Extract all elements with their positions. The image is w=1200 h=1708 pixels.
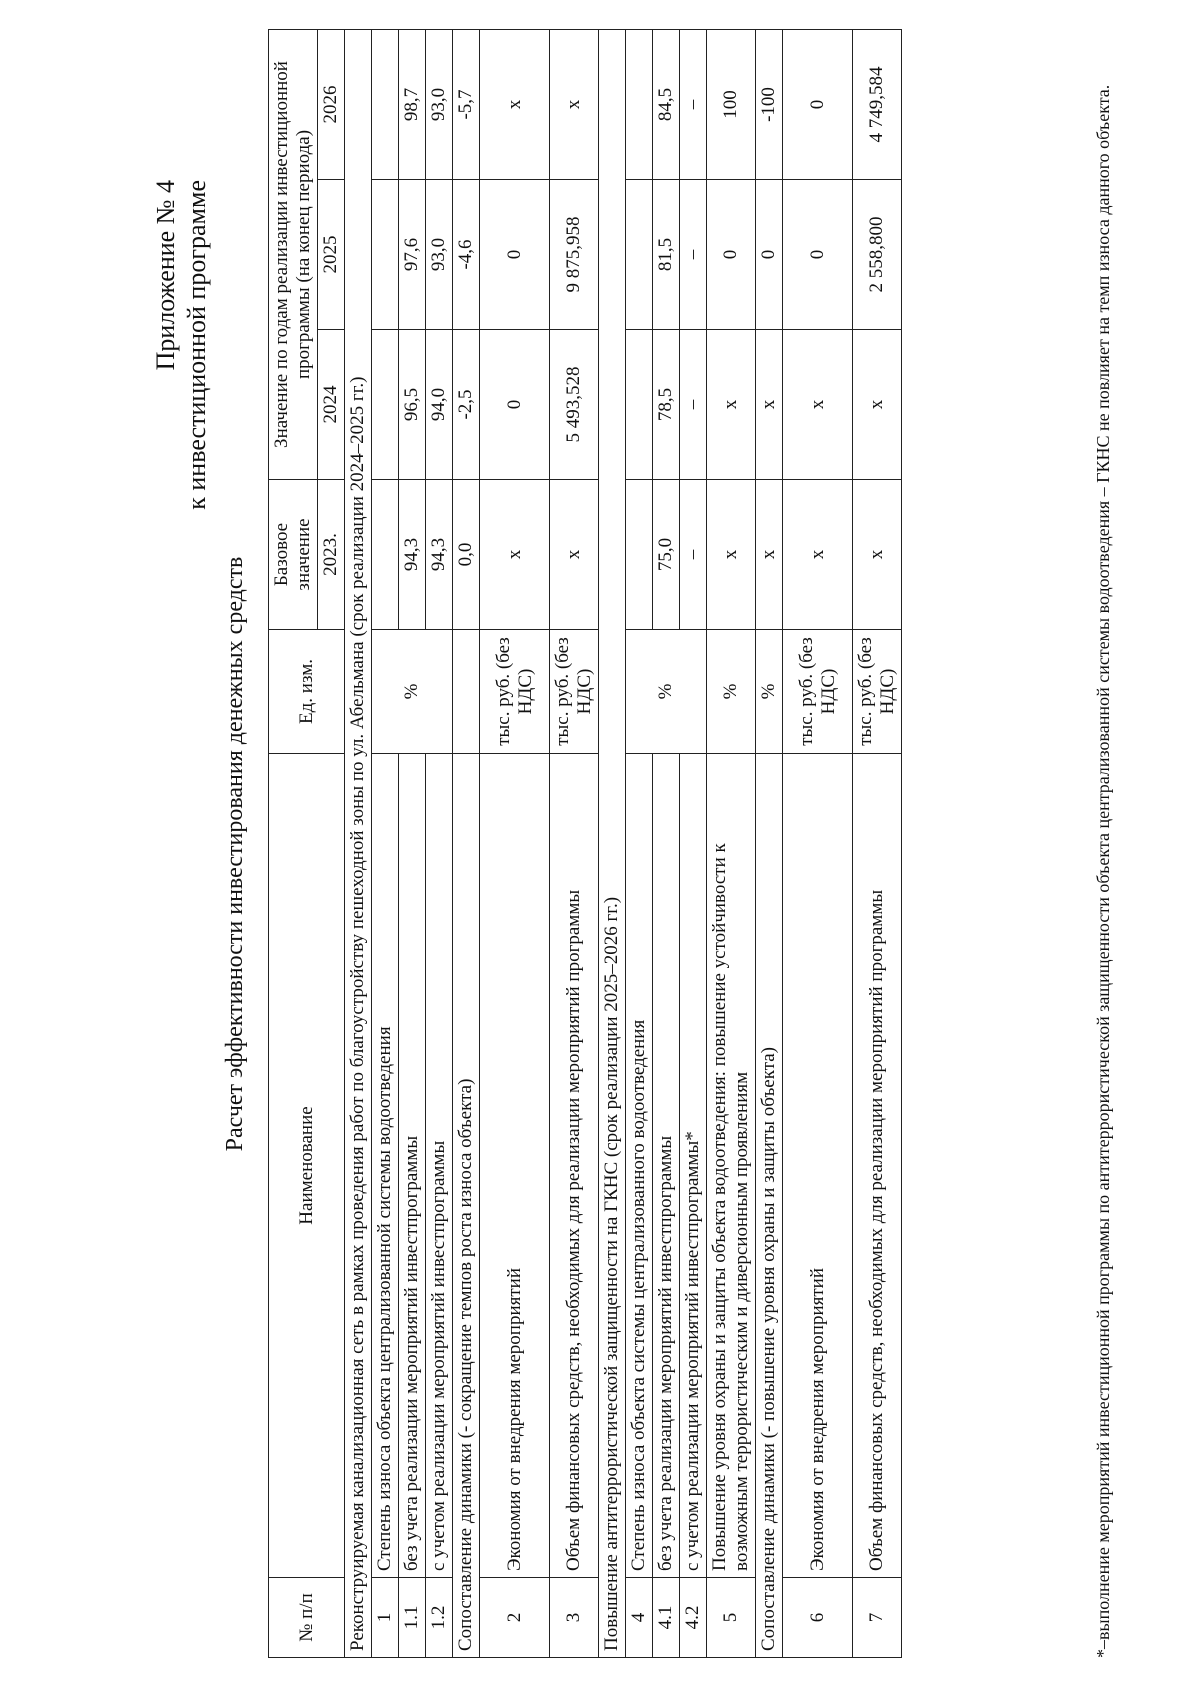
row-name: с учетом реализации мероприятий инвестпрограммы: [426, 754, 453, 1578]
section2-title: Повышение антитеррористической защищенности на ГКНС (срок реализации 2025–2026 гг.): [599, 29, 626, 1657]
table-row: [372, 29, 399, 1657]
cell-2026: -5,7: [453, 29, 480, 179]
row-num: 4: [626, 1578, 653, 1658]
row-num: 2: [480, 1578, 550, 1658]
row-num: 1.2: [426, 1578, 453, 1658]
cell-2025: 81,5: [653, 180, 680, 330]
row-num: 7: [853, 1578, 902, 1658]
cell-2026: 100: [707, 29, 756, 179]
row-num: 3: [550, 1578, 599, 1658]
table-row: [550, 29, 599, 1657]
cell-base: x: [756, 480, 783, 630]
cell-2026: 0: [783, 29, 853, 179]
footnote: *–выполнение мероприятий инвестиционной программы по антитеррористической защищенности объекта централизованной системы водоотведения – ГКНС не повлияет на темп износа данного объекта.: [1093, 84, 1113, 1658]
row-name: без учета реализации мероприятий инвестпрограммы: [653, 754, 680, 1578]
row-unit: %: [707, 630, 756, 754]
appendix-line2: к инвестиционной программе: [182, 180, 211, 510]
table-row: [626, 29, 653, 1657]
cell-2025: 9 875,958: [550, 180, 599, 330]
table-header-row: [269, 29, 318, 1657]
cell-2025: 93,0: [426, 180, 453, 330]
row-name: Степень износа объекта централизованной системы водоотведения: [372, 754, 399, 1578]
row-num: 6: [783, 1578, 853, 1658]
cell-base: x: [783, 480, 853, 630]
row-num: 4.1: [653, 1578, 680, 1658]
appendix-line1: Приложение № 4: [151, 180, 180, 371]
row-name: Сопоставление динамики (- сокращение темпов роста износа объекта): [453, 754, 480, 1658]
cell-2024: x: [783, 330, 853, 480]
row-unit: %: [626, 630, 707, 754]
table-row: [453, 29, 480, 1657]
cell-2025: 97,6: [399, 180, 426, 330]
header-values: Значение по годам реализации инвестиционной программы (на конец периода): [269, 29, 318, 479]
cell-base: 75,0: [653, 480, 680, 630]
cell-2026: 84,5: [653, 29, 680, 179]
row-name: Экономия от внедрения мероприятий: [480, 754, 550, 1578]
table-row: [399, 29, 426, 1657]
row-name: с учетом реализации мероприятий инвестпрограммы*: [680, 754, 707, 1578]
cell-2024: 5 493,528: [550, 330, 599, 480]
cell-2025: 0: [480, 180, 550, 330]
cell-2026: x: [550, 29, 599, 179]
cell-2025: -4,6: [453, 180, 480, 330]
row-name: Экономия от внедрения мероприятий: [783, 754, 853, 1578]
header-num: № п/п: [269, 1578, 345, 1658]
table-row: [653, 29, 680, 1657]
row-num: 4.2: [680, 1578, 707, 1658]
row-name: Сопоставление динамики (- повышение уровня охраны и защиты объекта): [756, 754, 783, 1658]
cell-base: x: [480, 480, 550, 630]
header-year-2024: 2024: [318, 330, 345, 480]
cell-2024: x: [707, 330, 756, 480]
cell-2024: 96,5: [399, 330, 426, 480]
cell-base: x: [707, 480, 756, 630]
cell-2026: 93,0: [426, 29, 453, 179]
header-base-year: 2023.: [318, 480, 345, 630]
row-name: Повышение уровня охраны и защиты объекта водоотведения: повышение устойчивости к возможным террористическим и диверсионным проявлениям: [707, 754, 756, 1578]
cell-2025: 2 558,800: [853, 180, 902, 330]
cell-2024: -2,5: [453, 330, 480, 480]
cell-2024: 78,5: [653, 330, 680, 480]
table-row: [680, 29, 707, 1657]
section-row: [345, 29, 372, 1657]
cell-2024: 94,0: [426, 330, 453, 480]
cell-2025: 0: [707, 180, 756, 330]
cell-base: x: [853, 480, 902, 630]
row-num: 5: [707, 1578, 756, 1658]
section1-title: Реконструируемая канализационная сеть в рамках проведения работ по благоустройству пешеходной зоны по ул. Абельмана (срок реализации 2024–2025 гг.): [345, 29, 372, 1657]
document-title: Расчет эффективности инвестирования денежных средств: [222, 556, 248, 1152]
cell-base: 94,3: [426, 480, 453, 630]
header-name: Наименование: [269, 754, 345, 1578]
cell-2025: –: [680, 180, 707, 330]
section-row: [599, 29, 626, 1657]
row-num: 1.1: [399, 1578, 426, 1658]
header-year-2026: 2026: [318, 29, 345, 179]
row-name: Объем финансовых средств, необходимых для реализации мероприятий программы: [853, 754, 902, 1578]
cell-base: –: [680, 480, 707, 630]
header-base: Базовое значение: [269, 480, 318, 630]
cell-2026: 4 749,584: [853, 29, 902, 179]
row-unit: тыс. руб. (без НДС): [480, 630, 550, 754]
cell-2026: -100: [756, 29, 783, 179]
table-row: [426, 29, 453, 1657]
cell-2024: x: [756, 330, 783, 480]
row-name: Объем финансовых средств, необходимых для реализации мероприятий программы: [550, 754, 599, 1578]
row-unit: %: [756, 630, 783, 754]
cell-2025: 0: [783, 180, 853, 330]
cell-base: 94,3: [399, 480, 426, 630]
row-num: 1: [372, 1578, 399, 1658]
cell-base: x: [550, 480, 599, 630]
row-unit: тыс. руб. (без НДС): [853, 630, 902, 754]
table-row: [480, 29, 550, 1657]
appendix-label: [150, 180, 212, 510]
efficiency-table: [268, 29, 902, 1658]
header-unit: Ед. изм.: [269, 630, 345, 754]
cell-2024: –: [680, 330, 707, 480]
cell-2025: 0: [756, 180, 783, 330]
table-row: [783, 29, 853, 1657]
cell-base: 0,0: [453, 480, 480, 630]
table-row: [707, 29, 756, 1657]
table-row: [853, 29, 902, 1657]
header-year-2025: 2025: [318, 180, 345, 330]
cell-2026: –: [680, 29, 707, 179]
cell-2024: 0: [480, 330, 550, 480]
row-name: Степень износа объекта системы централизованного водоотведения: [626, 754, 653, 1578]
row-name: без учета реализации мероприятий инвестпрограммы: [399, 754, 426, 1578]
table-row: [756, 29, 783, 1657]
cell-2024: x: [853, 330, 902, 480]
cell-2026: x: [480, 29, 550, 179]
row-unit: %: [372, 630, 453, 754]
row-unit: тыс. руб. (без НДС): [783, 630, 853, 754]
row-unit: тыс. руб. (без НДС): [550, 630, 599, 754]
cell-2026: 98,7: [399, 29, 426, 179]
